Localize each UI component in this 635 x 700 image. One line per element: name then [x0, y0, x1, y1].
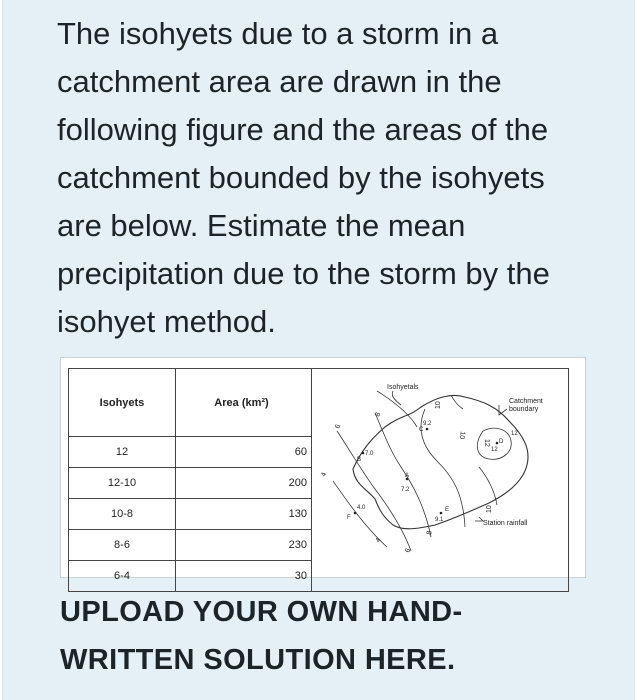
catchment-label-1: Catchment [509, 398, 543, 405]
station-f-value: 4.0 [357, 505, 366, 511]
isohyet-cell: 6-4 [69, 561, 176, 592]
station-e-dot [440, 512, 443, 515]
station-f-id: F [347, 515, 351, 521]
contour-label: 8 [374, 411, 383, 418]
station-d-value: 12 [491, 447, 498, 453]
isohyetals-leader [392, 391, 463, 409]
station-e-value: 9.1 [435, 517, 444, 523]
station-b-id: B [357, 457, 362, 463]
station-c-value: 9.2 [423, 421, 432, 427]
contour-label: 10 [486, 505, 493, 513]
isohyet-line-10b [479, 467, 497, 505]
upload-instruction [60, 588, 580, 684]
contour-label: 4 [320, 471, 329, 478]
isohyet-line-4 [333, 481, 387, 547]
col-header-isohyets: Isohyets [69, 369, 176, 437]
isohyetals-label: Isohyetals [387, 384, 419, 391]
station-d-id: D [499, 439, 504, 445]
question-text: The isohyets due to a storm in a catchment area are drawn in the following figure and the areas of the catchment bounded by the isohyets are below. Estimate the mean precipitation due to the storm by the isohyet method. [57, 16, 550, 339]
isohyet-line-6 [337, 431, 411, 551]
col-header-area: Area (km²) [176, 369, 312, 437]
area-cell: 60 [176, 437, 312, 468]
station-a-value: 7.2 [401, 487, 410, 493]
contour-label: 10 [457, 430, 466, 440]
station-leader [475, 517, 483, 521]
station-a-id: A [405, 473, 410, 479]
contour-label: 8 [426, 530, 434, 536]
station-rainfall-label: Station rainfall [483, 520, 528, 527]
isohyet-cell: 8-6 [69, 530, 176, 561]
station-c-id: C [419, 427, 424, 433]
isohyet-line-6b [377, 391, 417, 427]
contour-label: 6 [404, 547, 413, 554]
question-card [2, 0, 635, 700]
contour-label: 6 [334, 423, 343, 430]
upload-line-1: UPLOAD YOUR OWN HAND- [60, 596, 463, 628]
area-cell: 130 [176, 499, 312, 530]
isohyet-cell: 12 [69, 437, 176, 468]
area-cell: 30 [176, 561, 312, 592]
station-e-id: E [445, 507, 450, 513]
catchment-leader [499, 405, 507, 415]
contour-label: 12 [483, 439, 490, 447]
isohyet-map [313, 369, 577, 563]
station-f-dot [354, 512, 357, 515]
isohyet-cell: 10-8 [69, 499, 176, 530]
area-cell: 230 [176, 530, 312, 561]
station-c-dot [426, 428, 429, 431]
upload-line-2: WRITTEN SOLUTION HERE. [60, 644, 456, 676]
station-b-dot [362, 452, 365, 455]
station-b-value: 7.0 [365, 451, 374, 457]
catchment-label-2: boundary [509, 406, 539, 413]
area-cell: 200 [176, 468, 312, 499]
contour-label: 12 [511, 431, 518, 437]
station-d-dot [496, 442, 499, 445]
contour-label: 4 [374, 537, 383, 544]
contour-label: 10 [435, 401, 442, 409]
isohyet-cell: 12-10 [69, 468, 176, 499]
isohyet-line-12 [477, 428, 511, 459]
